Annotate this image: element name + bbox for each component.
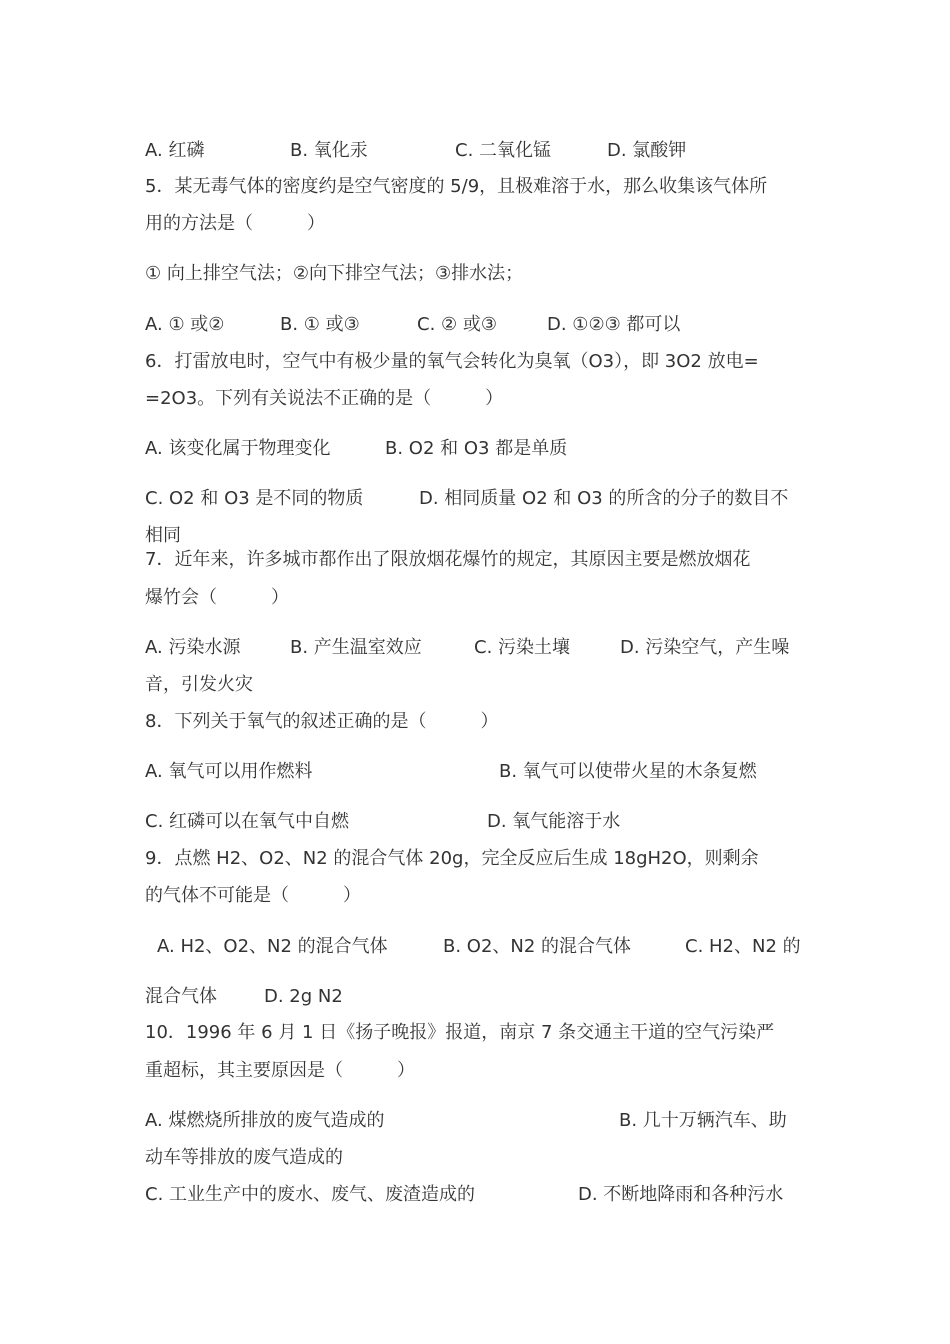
q5-option-d: D. ①②③ 都可以: [547, 314, 681, 335]
q10-option-b-continued: 动车等排放的废气造成的: [145, 1147, 343, 1168]
q10-option-a: A. 煤燃烧所排放的废气造成的: [145, 1110, 385, 1131]
q10-option-d: D. 不断地降雨和各种污水: [578, 1184, 784, 1205]
q8-option-d: D. 氧气能溶于水: [487, 811, 621, 832]
q10-stem-line-1: 10．1996 年 6 月 1 日《扬子晚报》报道，南京 7 条交通主干道的空气污染严: [145, 1022, 775, 1043]
q8-option-b: B. 氧气可以使带火星的木条复燃: [499, 761, 757, 782]
q9-option-b: B. O2、N2 的混合气体: [443, 936, 632, 957]
q9-option-c: C. H2、N2 的: [685, 936, 801, 957]
q4-option-b: B. 氧化汞: [290, 140, 368, 161]
q9-option-d: D. 2g N2: [264, 986, 343, 1007]
q4-option-c: C. 二氧化锰: [455, 140, 552, 161]
q4-option-d: D. 氯酸钾: [607, 140, 687, 161]
q7-option-a: A. 污染水源: [145, 637, 241, 658]
q5-option-a: A. ① 或②: [145, 314, 225, 335]
q6-option-b: B. O2 和 O3 都是单质: [385, 438, 568, 459]
q9-stem-line-1: 9．点燃 H2、O2、N2 的混合气体 20g，完全反应后生成 18gH2O，则剩余: [145, 848, 759, 869]
q5-stem-line-2: 用的方法是（ ）: [145, 213, 325, 234]
q8-option-a: A. 氧气可以用作燃料: [145, 761, 313, 782]
q7-stem-line-2: 爆竹会（ ）: [145, 587, 289, 608]
q5-stem-line-1: 5．某无毒气体的密度约是空气密度的 5/9，且极难溶于水，那么收集该气体所: [145, 176, 768, 197]
q4-option-a: A. 红磷: [145, 140, 205, 161]
q7-option-d: D. 污染空气，产生噪: [620, 637, 790, 658]
q6-option-c: C. O2 和 O3 是不同的物质: [145, 488, 364, 509]
q10-option-b: B. 几十万辆汽车、助: [619, 1110, 787, 1131]
q5-option-c: C. ② 或③: [417, 314, 498, 335]
q9-option-a: A. H2、O2、N2 的混合气体: [157, 936, 388, 957]
q6-stem-line-2: =2O3。下列有关说法不正确的是（ ）: [145, 388, 504, 409]
q8-stem: 8．下列关于氧气的叙述正确的是（ ）: [145, 711, 499, 732]
q7-option-b: B. 产生温室效应: [290, 637, 422, 658]
q7-option-c: C. 污染土壤: [474, 637, 571, 658]
q10-stem-line-2: 重超标，其主要原因是（ ）: [145, 1060, 415, 1081]
q6-option-d-continued: 相同: [145, 525, 181, 546]
q9-option-c-continued: 混合气体: [145, 986, 217, 1007]
q9-stem-line-2: 的气体不可能是（ ）: [145, 885, 361, 906]
q6-stem-line-1: 6．打雷放电时，空气中有极少量的氧气会转化为臭氧（O3），即 3O2 放电=: [145, 351, 759, 372]
q6-option-d: D. 相同质量 O2 和 O3 的所含的分子的数目不: [419, 488, 789, 509]
q10-option-c: C. 工业生产中的废水、废气、废渣造成的: [145, 1184, 476, 1205]
q5-option-b: B. ① 或③: [280, 314, 360, 335]
q7-stem-line-1: 7．近年来，许多城市都作出了限放烟花爆竹的规定，其原因主要是燃放烟花: [145, 549, 751, 570]
q6-option-a: A. 该变化属于物理变化: [145, 438, 331, 459]
q8-option-c: C. 红磷可以在氧气中自燃: [145, 811, 350, 832]
q7-option-d-continued: 音，引发火灾: [145, 674, 253, 695]
q5-methods: ① 向上排空气法；②向下排空气法；③排水法；: [145, 263, 524, 284]
